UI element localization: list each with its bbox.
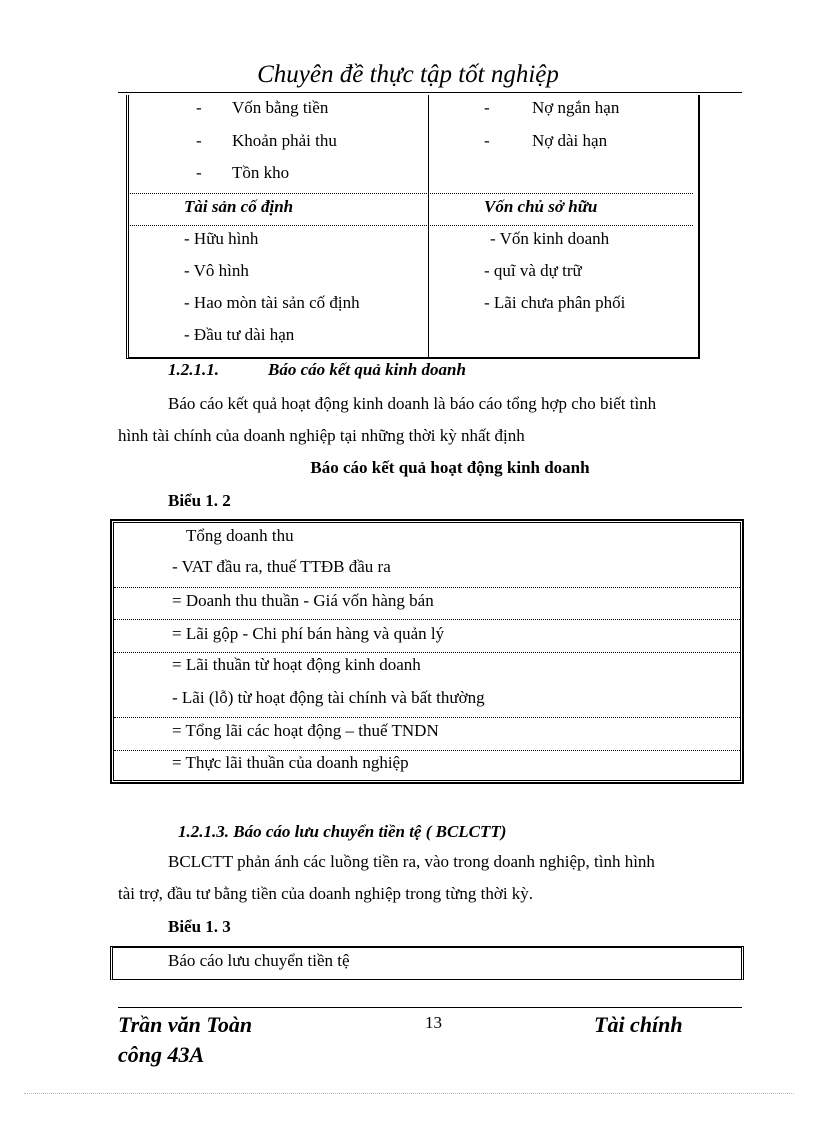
row-divider — [130, 225, 693, 226]
equity-item: - Vốn kinh doanh — [490, 229, 610, 248]
equity-item: - Lãi chưa phân phối — [484, 293, 626, 312]
table-row: = Doanh thu thuần - Giá vốn hàng bán — [172, 591, 434, 610]
paragraph-line: Báo cáo kết quả hoạt động kinh doanh là báo cáo tổng hợp cho biết tình — [168, 394, 657, 413]
figure-label: Biểu 1. 2 — [168, 491, 231, 510]
asset-item: Tồn kho — [232, 163, 290, 182]
fixed-asset-item: - Hữu hình — [184, 229, 259, 248]
fixed-asset-item: - Vô hình — [184, 261, 249, 280]
page-edge — [24, 1093, 794, 1094]
page-number: 13 — [425, 1013, 442, 1032]
table-row: = Lãi thuần từ hoạt động kinh doanh — [172, 655, 421, 674]
dash: - — [196, 131, 202, 150]
table-row: - VAT đầu ra, thuế TTĐB đầu ra — [172, 557, 391, 576]
section-title: 1.2.1.3. Báo cáo lưu chuyển tiền tệ ( BCLCTT) — [178, 822, 507, 841]
liability-item: Nợ dài hạn — [532, 131, 608, 150]
equity-item: - quĩ và dự trữ — [484, 261, 582, 280]
row-divider — [130, 193, 693, 194]
asset-item: Vốn bằng tiền — [232, 98, 329, 117]
row-divider — [114, 619, 740, 620]
paragraph-line: hình tài chính của doanh nghiệp tại những thời kỳ nhất định — [118, 426, 525, 445]
dash: - — [196, 98, 202, 117]
footer-author: Trần văn Toàn — [118, 1012, 253, 1037]
row-divider — [114, 750, 740, 751]
row-divider — [114, 717, 740, 718]
section-number: 1.2.1.1. — [168, 360, 219, 379]
dash: - — [484, 131, 490, 150]
row-divider — [114, 587, 740, 588]
section-title: Báo cáo kết quả kinh doanh — [268, 360, 466, 379]
balance-sheet-table — [126, 95, 700, 359]
liability-item: Nợ ngắn hạn — [532, 98, 620, 117]
fixed-asset-item: - Đầu tư dài hạn — [184, 325, 295, 344]
dash: - — [196, 163, 202, 182]
table-row: Báo cáo lưu chuyển tiền tệ — [168, 951, 350, 970]
header-rule — [118, 92, 742, 93]
table-row: = Thực lãi thuần của doanh nghiệp — [172, 753, 409, 772]
footer-class: công 43A — [118, 1042, 205, 1067]
table-row: - Lãi (lỗ) từ hoạt động tài chính và bất thường — [172, 688, 485, 707]
equity-heading: Vốn chủ sở hữu — [484, 197, 598, 216]
footer-major: Tài chính — [594, 1012, 683, 1037]
paragraph-line: tài trợ, đầu tư bằng tiền của doanh nghiệp trong từng thời kỳ. — [118, 884, 534, 903]
table-row: Tổng doanh thu — [186, 526, 294, 545]
balance-sheet-column-divider — [428, 95, 429, 357]
row-divider — [114, 652, 740, 653]
footer-rule — [118, 1007, 742, 1008]
table-row: = Tổng lãi các hoạt động – thuế TNDN — [172, 721, 439, 740]
fixed-asset-item: - Hao mòn tài sản cố định — [184, 293, 360, 312]
figure-label: Biểu 1. 3 — [168, 917, 231, 936]
paragraph-line: BCLCTT phản ánh các luồng tiền ra, vào trong doanh nghiệp, tình hình — [168, 852, 655, 871]
running-header-title: Chuyên đề thực tập tốt nghiệp — [257, 61, 559, 88]
dash: - — [484, 98, 490, 117]
asset-item: Khoản phải thu — [232, 131, 337, 150]
fixed-assets-heading: Tài sản cố định — [184, 197, 294, 216]
table-row: = Lãi gộp - Chi phí bán hàng và quản lý — [172, 624, 445, 643]
table-title: Báo cáo kết quả hoạt động kinh doanh — [310, 458, 590, 477]
